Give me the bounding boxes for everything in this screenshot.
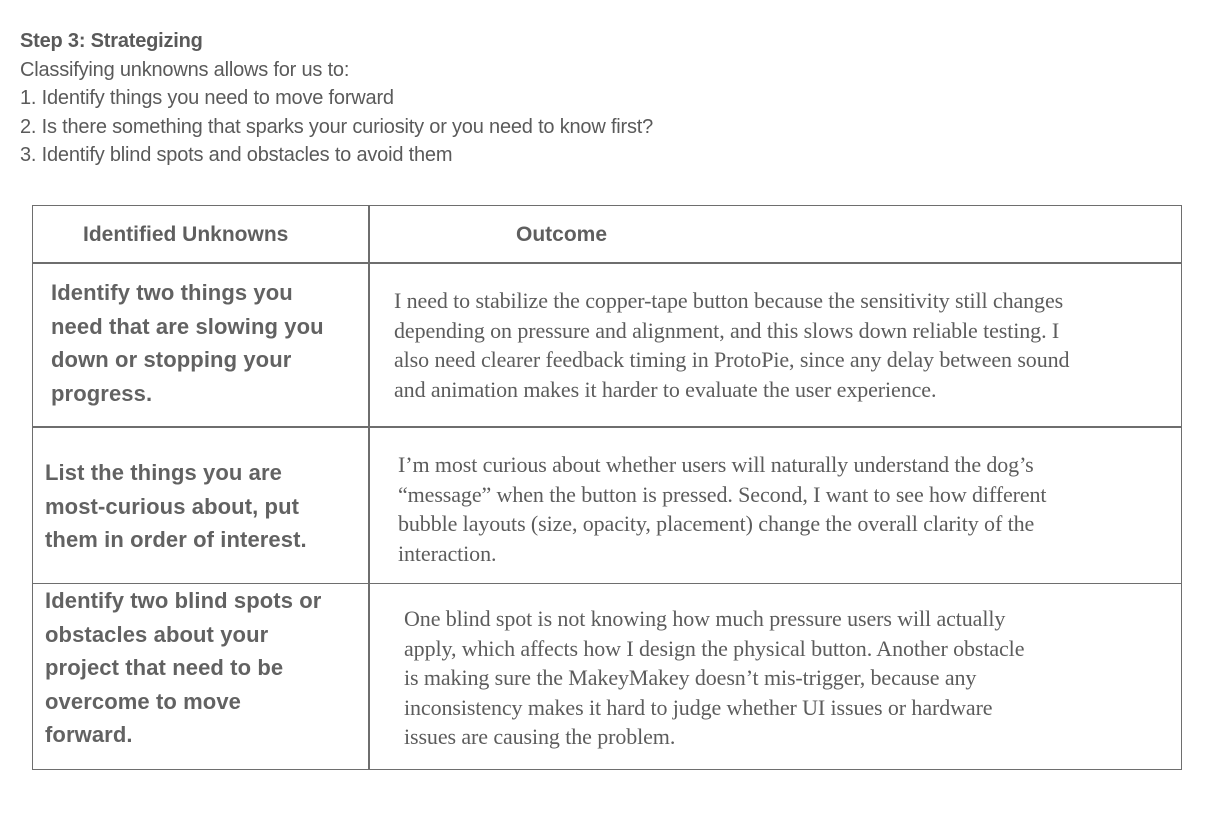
table-row [33,584,1181,769]
outcome-line: bubble layouts (size, opacity, placement) change the overall clarity of the [398,511,1035,537]
outcome-line: I’m most curious about whether users will naturally understand the dog’s [398,452,1034,477]
prompt-line: progress. [51,380,153,406]
outcome-cell [394,286,1069,404]
intro-subtitle: Classifying unknowns allows for us to: [20,58,350,81]
column-header-identified-unknowns: Identified Unknowns [83,223,289,246]
prompt-line: overcome to move [45,688,242,714]
prompt-line: List the things you are [45,460,282,485]
outcome-line: inconsistency makes it hard to judge whether UI issues or hardware [404,694,993,720]
outcome-line: depending on pressure and alignment, and this slows down reliable testing. I [394,317,1060,343]
prompt-cell [45,456,307,557]
intro-list-item: 3. Identify blind spots and obstacles to avoid them [20,144,453,167]
table-row [33,428,1181,584]
unknowns-table [32,205,1182,770]
prompt-cell [45,584,321,752]
prompt-line: obstacles about your [45,621,269,647]
prompt-line: down or stopping your [51,347,292,372]
prompt-line: project that need to be [45,655,284,680]
prompt-line: them in order of interest. [45,527,307,552]
prompt-line: need that are slowing you [51,313,324,339]
outcome-cell [404,604,1024,752]
step-heading: Step 3: Strategizing [20,30,203,52]
outcome-line: I need to stabilize the copper-tape button because the sensitivity still changes [394,288,1064,313]
outcome-line: and animation makes it harder to evaluate the user experience. [394,376,937,402]
prompt-line: Identify two things you [51,280,293,305]
table-header-row [33,206,1181,264]
prompt-line: Identify two blind spots or [45,588,322,613]
intro-section [20,27,653,170]
intro-list-item: 2. Is there something that sparks your curiosity or you need to know first? [20,115,654,138]
outcome-line: “message” when the button is pressed. Second, I want to see how different [398,481,1047,507]
outcome-line: interaction. [398,540,497,566]
outcome-line: issues are causing the problem. [404,724,676,750]
prompt-cell [51,276,324,410]
intro-list-item: 1. Identify things you need to move forward [20,87,394,110]
prompt-line: forward. [45,722,133,747]
outcome-line: apply, which affects how I design the physical button. Another obstacle [404,635,1025,661]
outcome-line: also need clearer feedback timing in ProtoPie, since any delay between sound [394,347,1070,373]
column-divider [368,206,370,769]
column-header-outcome: Outcome [516,223,608,246]
outcome-cell [398,450,1046,568]
prompt-line: most-curious about, put [45,493,300,519]
outcome-line: is making sure the MakeyMakey doesn’t mis-trigger, because any [404,665,977,691]
table-row [33,264,1181,428]
outcome-line: One blind spot is not knowing how much pressure users will actually [404,606,1006,631]
